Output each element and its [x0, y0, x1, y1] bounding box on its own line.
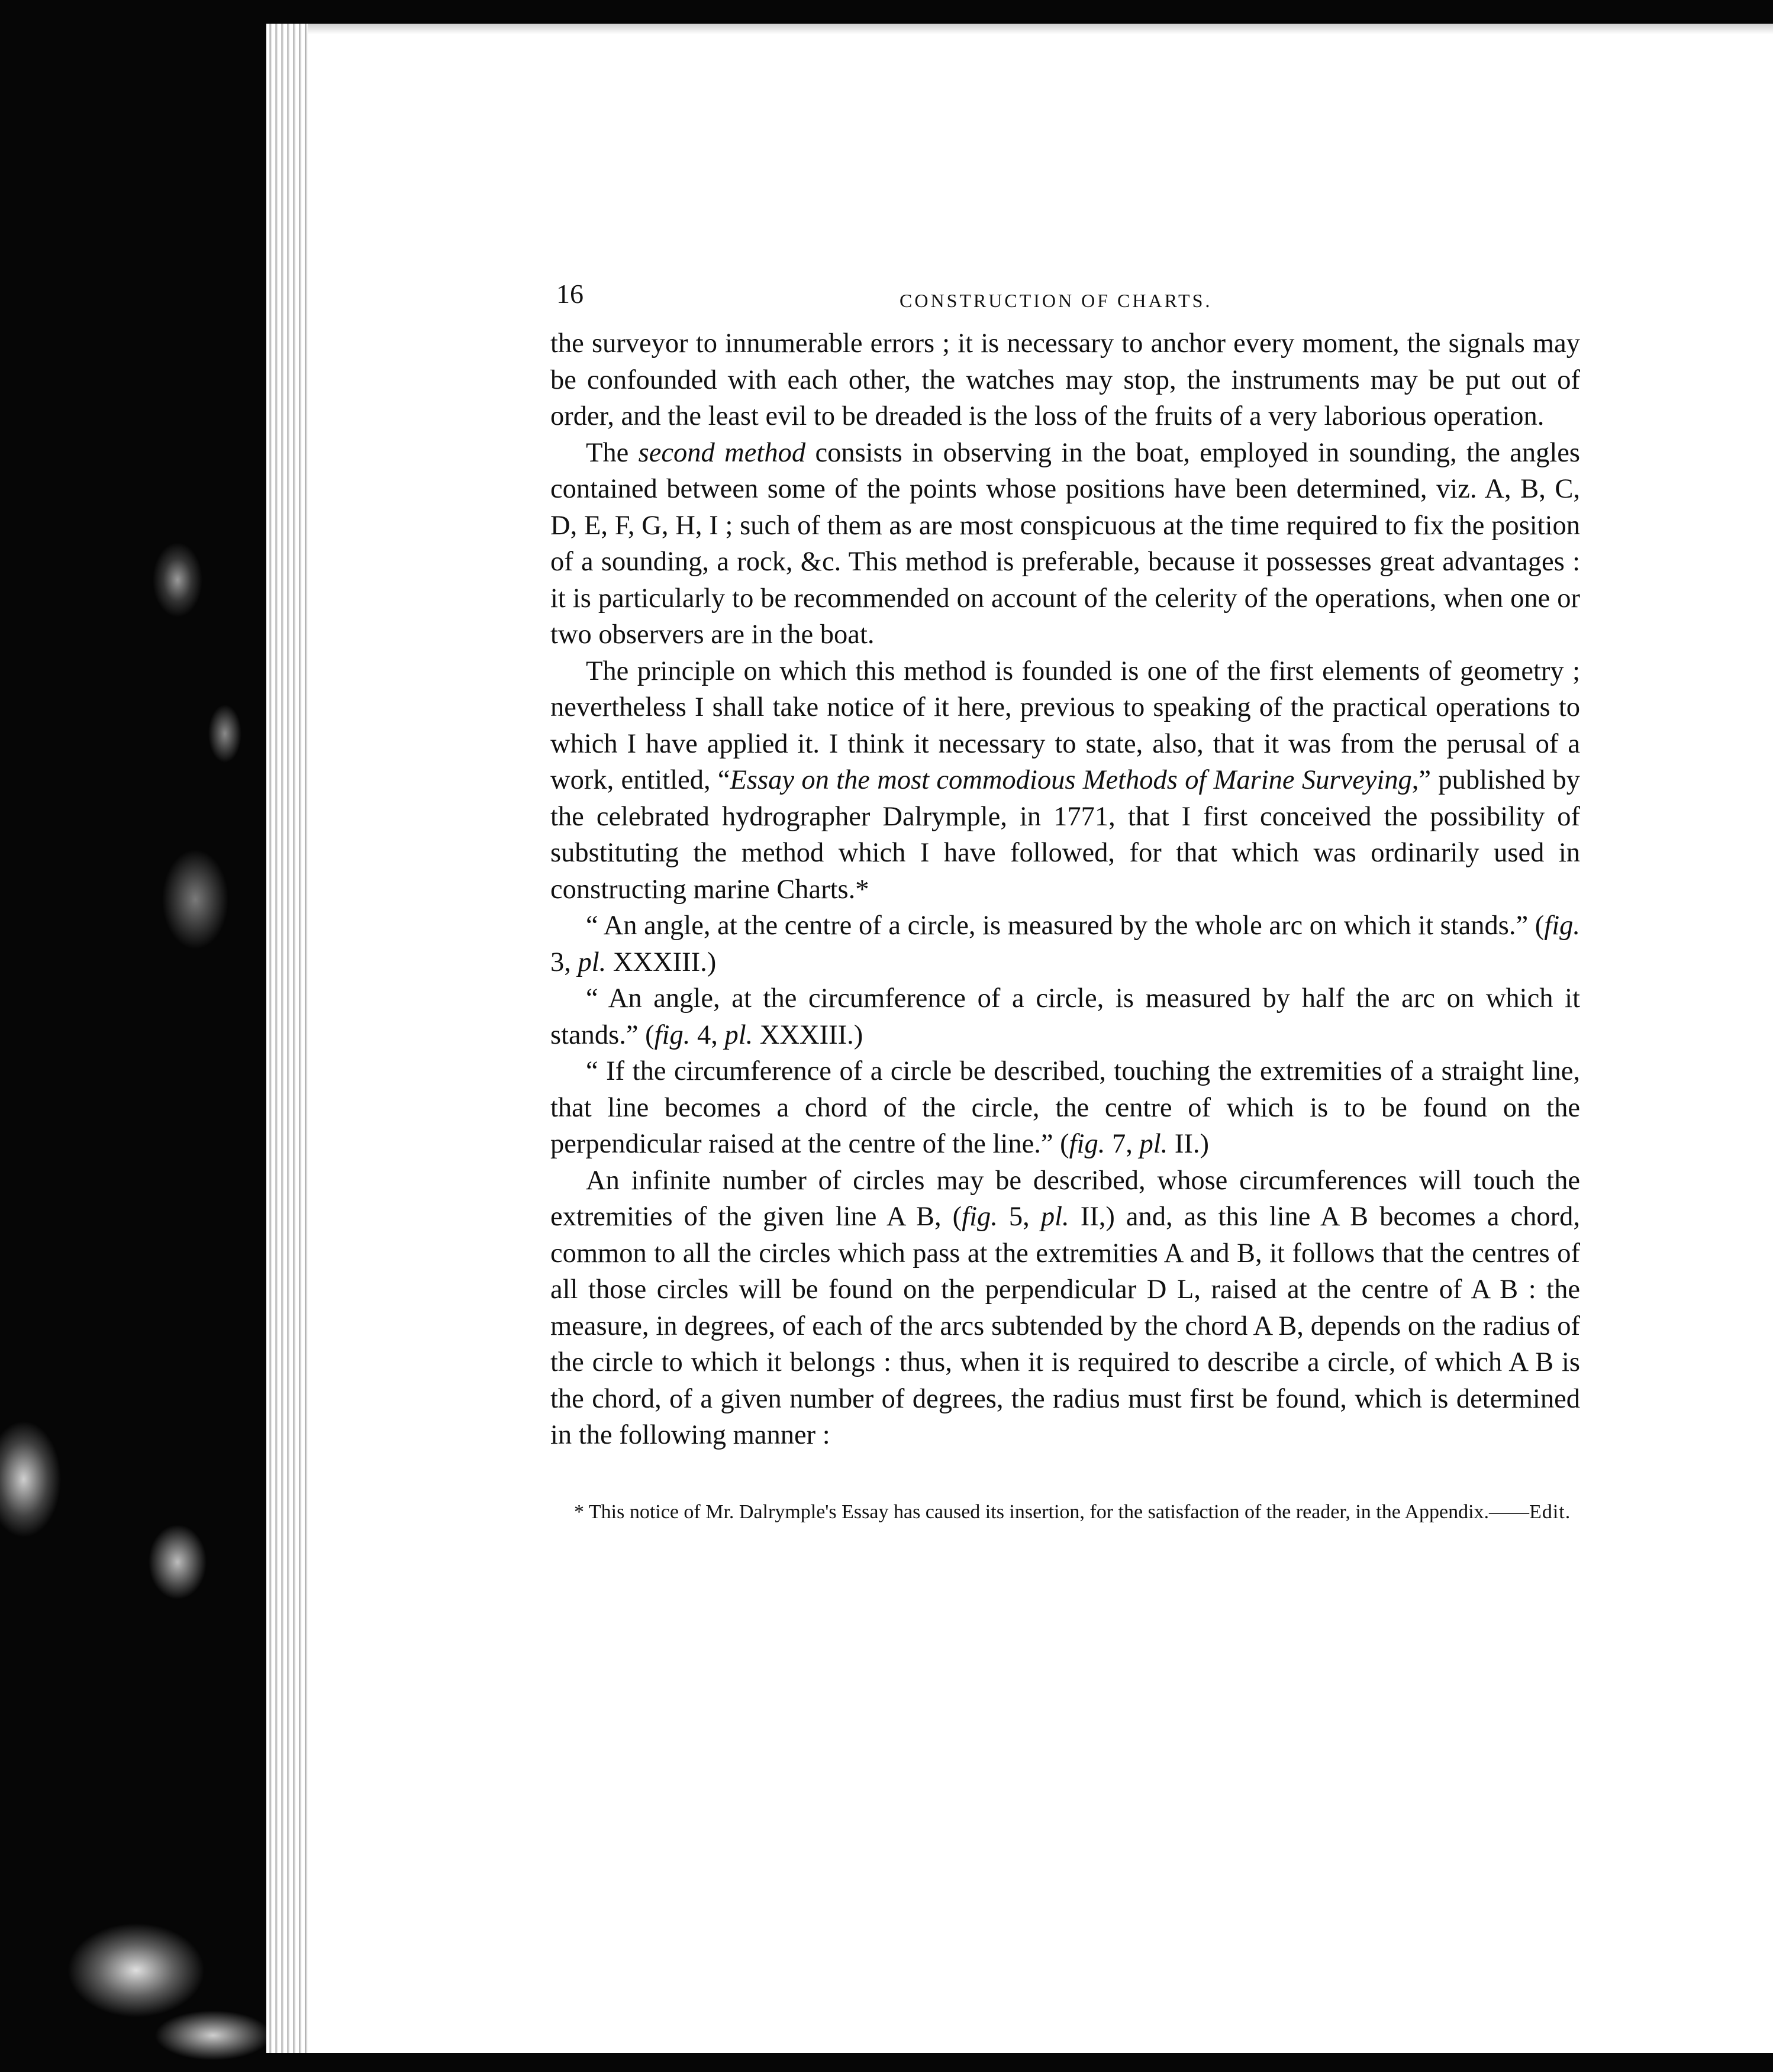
page-header: [550, 278, 1580, 325]
footnote: * This notice of Mr. Dalrymple's Essay has caused its insertion, for the satisfaction of the reader, in the Appendix.——Edit.: [574, 1500, 1571, 1523]
paragraph-3: The principle on which this method is founded is one of the first elements of geometry ; nevertheless I shall take notice of it here, previous to speaking of the practical operations to which I have applied it. I think it necessary to state, also, that it was from the perusal of a work, entitled, “Essay on the most commodious Methods of Marine Surveying,” published by the celebrated hydrographer Dalrymple, in 1771, that I first conceived the possibility of substituting the method which I have followed, for that which was ordinarily used in constructing marine Charts.*: [550, 656, 1580, 905]
paragraph-6: “ If the circumference of a circle be described, touching the extremities of a straight line, that line becomes a chord of the circle, the centre of which is to be found on the perpendicular raised at the centre of the line.” (fig. 7, pl. II.): [550, 1056, 1580, 1159]
page-top-shadow: [308, 24, 1773, 34]
page-number: 16: [556, 279, 584, 309]
page-text-block: [550, 278, 1580, 1547]
running-head: CONSTRUCTION OF CHARTS.: [900, 290, 1213, 311]
paragraph-1: the surveyor to innumerable errors ; it is necessary to anchor every moment, the signals may be confounded with each other, the watches may stop, the instruments may be put out of order, and the least evil to be dreaded is the loss of the fruits of a very laborious operation.: [550, 328, 1580, 431]
paragraph-2: The second method consists in observing in the boat, employed in sounding, the angles contained between some of the points whose positions have been determined, viz. A, B, C, D, E, F, G, H, I ; such of them as are most conspicuous at the time required to fix the position of a sounding, a rock, &c. This method is preferable, because it possesses great advantages : it is particularly to be recommended on account of the celerity of the operations, when one or two observers are in the boat.: [550, 437, 1581, 650]
footnote-edit-mark: Edit.: [1529, 1500, 1571, 1523]
paragraph-4: “ An angle, at the centre of a circle, is measured by the whole arc on which it stands.” (fig. 3, pl. XXXIII.): [550, 911, 1580, 977]
page-edges: [266, 24, 308, 2053]
paragraph-7: An infinite number of circles may be described, whose circumferences will touch the extremities of the given line A B, (fig. 5, pl. II,) and, as this line A B becomes a chord, common to all the circles which pass at the extremities A and B, it follows that the centres of all those circles will be found on the perpendicular D L, raised at the centre of A B : the measure, in degrees, of each of the arcs subtended by the chord A B, depends on the radius of the circle to which it belongs : thus, when it is required to describe a circle, of which A B is the chord, of a given number of degrees, the radius must first be found, which is determined in the following manner :: [550, 1165, 1581, 1450]
paragraph-5: “ An angle, at the circumference of a circle, is measured by half the arc on which it stands.” (fig. 4, pl. XXXIII.): [550, 983, 1580, 1050]
